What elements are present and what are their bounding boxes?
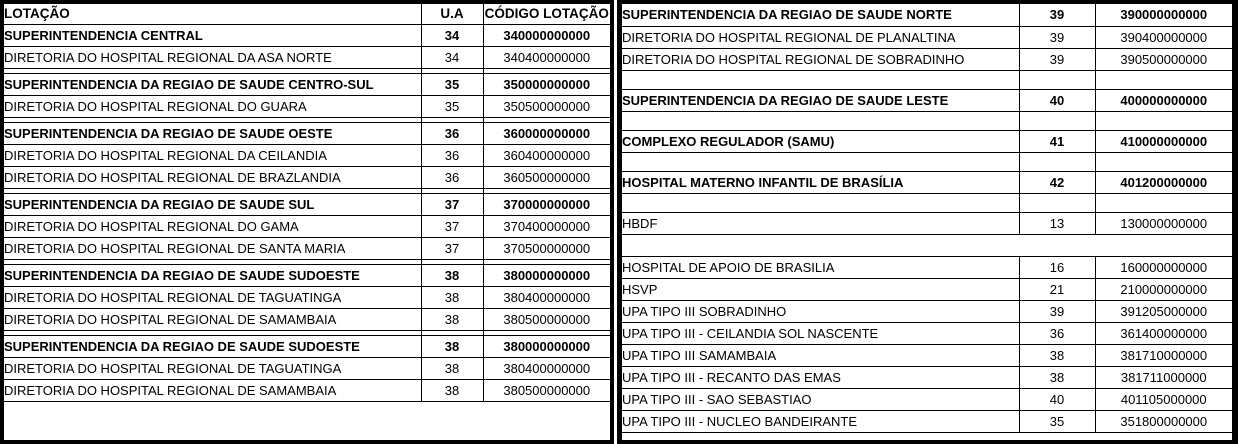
spacer-cell bbox=[1019, 111, 1095, 130]
codigo-cell: 370500000000 bbox=[483, 237, 610, 259]
codigo-cell: 360000000000 bbox=[483, 122, 610, 144]
spacer-cell bbox=[1019, 70, 1095, 89]
lotacao-cell: HOSPITAL MATERNO INFANTIL DE BRASÍLIA bbox=[622, 171, 1019, 193]
ua-cell: 38 bbox=[421, 379, 483, 401]
lotacao-cell: DIRETORIA DO HOSPITAL REGIONAL DE SAMAMBAIA bbox=[4, 379, 421, 401]
spacer-row bbox=[622, 111, 1232, 130]
table-row bbox=[4, 73, 610, 95]
codigo-cell: 361400000000 bbox=[1095, 322, 1232, 344]
lotacao-cell: HSVP bbox=[622, 278, 1019, 300]
ua-cell: 39 bbox=[1019, 300, 1095, 322]
lotacao-cell: SUPERINTENDENCIA CENTRAL bbox=[4, 24, 421, 46]
table-row bbox=[622, 256, 1232, 278]
codigo-cell: 391205000000 bbox=[1095, 300, 1232, 322]
spacer-cell bbox=[622, 193, 1019, 212]
lotacao-cell: DIRETORIA DO HOSPITAL REGIONAL DE SOBRADINHO bbox=[622, 48, 1019, 70]
codigo-cell: 350500000000 bbox=[483, 95, 610, 117]
table-row bbox=[4, 357, 610, 379]
table-row bbox=[622, 171, 1232, 193]
ua-cell: 38 bbox=[421, 286, 483, 308]
table-row bbox=[4, 24, 610, 46]
codigo-cell: 130000000000 bbox=[1095, 212, 1232, 234]
spacer-cell bbox=[1095, 152, 1232, 171]
spacer-cell bbox=[1019, 152, 1095, 171]
ua-cell: 36 bbox=[421, 122, 483, 144]
ua-cell: 36 bbox=[421, 144, 483, 166]
header-lotacao: LOTAÇÃO bbox=[4, 4, 421, 24]
table-row bbox=[622, 388, 1232, 410]
lotacao-cell: UPA TIPO III - SAO SEBASTIAO bbox=[622, 388, 1019, 410]
table-row bbox=[622, 130, 1232, 152]
lotacao-cell: DIRETORIA DO HOSPITAL REGIONAL DE TAGUATINGA bbox=[4, 357, 421, 379]
lotacao-cell: SUPERINTENDENCIA DA REGIAO DE SAUDE SUL bbox=[4, 193, 421, 215]
ua-cell: 42 bbox=[1019, 171, 1095, 193]
lotacao-cell: DIRETORIA DO HOSPITAL REGIONAL DO GUARA bbox=[4, 95, 421, 117]
ua-cell: 39 bbox=[1019, 4, 1095, 26]
table-row bbox=[4, 264, 610, 286]
table-row bbox=[622, 26, 1232, 48]
ua-cell: 40 bbox=[1019, 89, 1095, 111]
ua-cell: 21 bbox=[1019, 278, 1095, 300]
ua-cell: 38 bbox=[421, 308, 483, 330]
lotacao-cell: UPA TIPO III SAMAMBAIA bbox=[622, 344, 1019, 366]
ua-cell: 13 bbox=[1019, 212, 1095, 234]
ua-cell: 39 bbox=[1019, 26, 1095, 48]
codigo-cell: 390000000000 bbox=[1095, 4, 1232, 26]
table-row bbox=[4, 308, 610, 330]
lotacao-cell: UPA TIPO III - RECANTO DAS EMAS bbox=[622, 366, 1019, 388]
table-row bbox=[622, 278, 1232, 300]
codigo-cell: 390500000000 bbox=[1095, 48, 1232, 70]
table-row bbox=[622, 48, 1232, 70]
codigo-cell: 410000000000 bbox=[1095, 130, 1232, 152]
ua-cell: 38 bbox=[1019, 366, 1095, 388]
spacer-cell bbox=[622, 111, 1019, 130]
lotacao-cell: DIRETORIA DO HOSPITAL REGIONAL DA ASA NORTE bbox=[4, 46, 421, 68]
lotacao-cell: DIRETORIA DO HOSPITAL REGIONAL DO GAMA bbox=[4, 215, 421, 237]
spacer-cell bbox=[622, 70, 1019, 89]
ua-cell: 38 bbox=[421, 357, 483, 379]
codigo-cell: 390400000000 bbox=[1095, 26, 1232, 48]
codigo-cell: 360400000000 bbox=[483, 144, 610, 166]
spacer-cell bbox=[1095, 70, 1232, 89]
ua-cell: 34 bbox=[421, 46, 483, 68]
codigo-cell: 350000000000 bbox=[483, 73, 610, 95]
left-table bbox=[4, 4, 610, 402]
table-row bbox=[4, 215, 610, 237]
codigo-cell: 380500000000 bbox=[483, 308, 610, 330]
codigo-cell: 401105000000 bbox=[1095, 388, 1232, 410]
lotacao-cell: UPA TIPO III SOBRADINHO bbox=[622, 300, 1019, 322]
table-row bbox=[4, 166, 610, 188]
table-row bbox=[4, 286, 610, 308]
lotacao-cell: SUPERINTENDENCIA DA REGIAO DE SAUDE SUDOESTE bbox=[4, 264, 421, 286]
codigo-cell: 380400000000 bbox=[483, 357, 610, 379]
ua-cell: 36 bbox=[1019, 322, 1095, 344]
lotacao-cell: SUPERINTENDENCIA DA REGIAO DE SAUDE OESTE bbox=[4, 122, 421, 144]
ua-cell: 35 bbox=[421, 73, 483, 95]
table-row bbox=[622, 322, 1232, 344]
lotacao-cell: DIRETORIA DO HOSPITAL REGIONAL DE BRAZLANDIA bbox=[4, 166, 421, 188]
lotacao-cell: SUPERINTENDENCIA DA REGIAO DE SAUDE NORTE bbox=[622, 4, 1019, 26]
codigo-cell: 380000000000 bbox=[483, 335, 610, 357]
codigo-cell: 381711000000 bbox=[1095, 366, 1232, 388]
codigo-cell: 401200000000 bbox=[1095, 171, 1232, 193]
spacer-row bbox=[622, 70, 1232, 89]
spacer-row bbox=[622, 152, 1232, 171]
ua-cell: 37 bbox=[421, 193, 483, 215]
table-row bbox=[4, 144, 610, 166]
header-ua: U.A bbox=[421, 4, 483, 24]
table-row bbox=[4, 46, 610, 68]
ua-cell: 39 bbox=[1019, 48, 1095, 70]
codigo-cell: 340000000000 bbox=[483, 24, 610, 46]
lotacao-cell: HOSPITAL DE APOIO DE BRASILIA bbox=[622, 256, 1019, 278]
codigo-cell: 380400000000 bbox=[483, 286, 610, 308]
lotacao-cell: DIRETORIA DO HOSPITAL REGIONAL DE TAGUATINGA bbox=[4, 286, 421, 308]
lotacao-cell: UPA TIPO III - CEILANDIA SOL NASCENTE bbox=[622, 322, 1019, 344]
ua-cell: 38 bbox=[421, 335, 483, 357]
lotacao-cell: SUPERINTENDENCIA DA REGIAO DE SAUDE SUDOESTE bbox=[4, 335, 421, 357]
left-table-panel bbox=[0, 0, 614, 444]
lotacao-cell: COMPLEXO REGULADOR (SAMU) bbox=[622, 130, 1019, 152]
table-row bbox=[4, 379, 610, 401]
spacer-cell bbox=[1095, 193, 1232, 212]
ua-cell: 37 bbox=[421, 237, 483, 259]
ua-cell: 38 bbox=[421, 264, 483, 286]
table-row bbox=[622, 212, 1232, 234]
lotacao-cell: DIRETORIA DO HOSPITAL REGIONAL DE PLANALTINA bbox=[622, 26, 1019, 48]
table-row bbox=[622, 300, 1232, 322]
lotacao-cell: HBDF bbox=[622, 212, 1019, 234]
spacer-cell bbox=[622, 234, 1232, 256]
ua-cell: 41 bbox=[1019, 130, 1095, 152]
table-row bbox=[4, 335, 610, 357]
spacer-cell bbox=[1019, 193, 1095, 212]
codigo-cell: 380000000000 bbox=[483, 264, 610, 286]
lotacao-cell: SUPERINTENDENCIA DA REGIAO DE SAUDE LESTE bbox=[622, 89, 1019, 111]
codigo-cell: 360500000000 bbox=[483, 166, 610, 188]
codigo-cell: 370000000000 bbox=[483, 193, 610, 215]
ua-cell: 38 bbox=[1019, 344, 1095, 366]
table-row bbox=[622, 4, 1232, 26]
lotacao-cell: DIRETORIA DO HOSPITAL REGIONAL DE SANTA MARIA bbox=[4, 237, 421, 259]
spacer-row bbox=[622, 234, 1232, 256]
table-row bbox=[4, 122, 610, 144]
ua-cell: 35 bbox=[421, 95, 483, 117]
table-row bbox=[622, 366, 1232, 388]
header-codigo-lotacao: CÓDIGO LOTAÇÃO bbox=[483, 4, 610, 24]
ua-cell: 16 bbox=[1019, 256, 1095, 278]
codigo-cell: 381710000000 bbox=[1095, 344, 1232, 366]
table-row bbox=[4, 237, 610, 259]
codigo-cell: 380500000000 bbox=[483, 379, 610, 401]
lotacao-cell: DIRETORIA DO HOSPITAL REGIONAL DE SAMAMBAIA bbox=[4, 308, 421, 330]
table-row bbox=[622, 410, 1232, 432]
table-row bbox=[4, 95, 610, 117]
ua-cell: 34 bbox=[421, 24, 483, 46]
spacer-row bbox=[622, 193, 1232, 212]
codigo-cell: 340400000000 bbox=[483, 46, 610, 68]
codigo-cell: 160000000000 bbox=[1095, 256, 1232, 278]
codigo-cell: 400000000000 bbox=[1095, 89, 1232, 111]
right-table-panel bbox=[617, 0, 1238, 444]
ua-cell: 37 bbox=[421, 215, 483, 237]
lotacao-cell: DIRETORIA DO HOSPITAL REGIONAL DA CEILANDIA bbox=[4, 144, 421, 166]
lotacao-cell: SUPERINTENDENCIA DA REGIAO DE SAUDE CENTRO-SUL bbox=[4, 73, 421, 95]
table-row bbox=[4, 193, 610, 215]
codigo-cell: 210000000000 bbox=[1095, 278, 1232, 300]
table-row bbox=[622, 89, 1232, 111]
ua-cell: 35 bbox=[1019, 410, 1095, 432]
codigo-cell: 351800000000 bbox=[1095, 410, 1232, 432]
ua-cell: 36 bbox=[421, 166, 483, 188]
ua-cell: 40 bbox=[1019, 388, 1095, 410]
spacer-cell bbox=[1095, 111, 1232, 130]
table-row bbox=[622, 344, 1232, 366]
codigo-cell: 370400000000 bbox=[483, 215, 610, 237]
table-header-row bbox=[4, 4, 610, 24]
right-table bbox=[622, 4, 1232, 433]
spacer-cell bbox=[622, 152, 1019, 171]
lotacao-cell: UPA TIPO III - NUCLEO BANDEIRANTE bbox=[622, 410, 1019, 432]
